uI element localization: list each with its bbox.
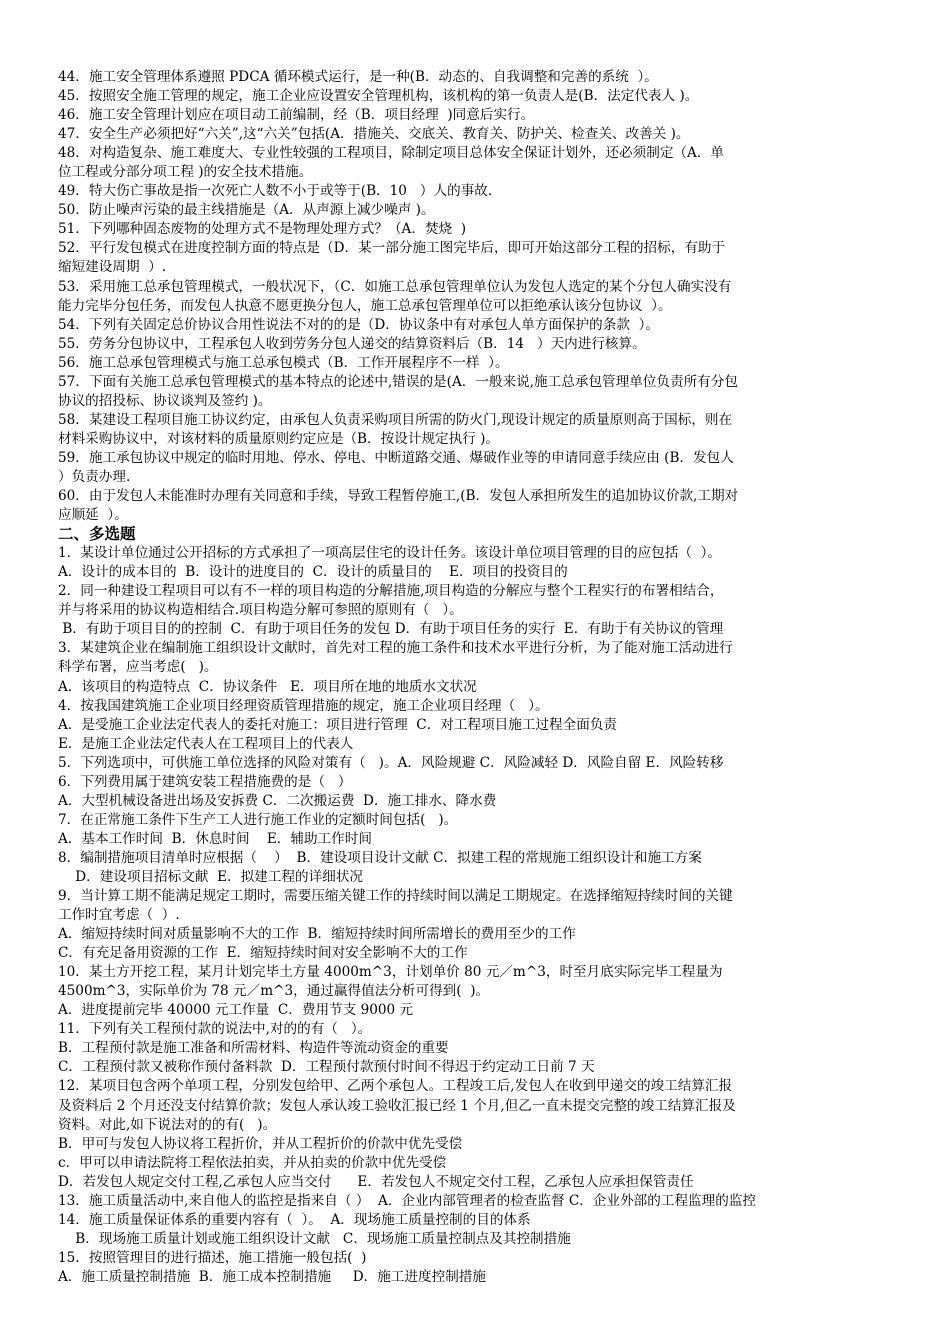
text-line: 8．编制措施项目清单时应根据（ ） B．建设项目设计文献 C．拟建工程的常规施工组织设计和施工方案 [58, 849, 702, 866]
text-line: 55．劳务分包协议中，工程承包人收到劳务分包人递交的结算资料后（B．14 ）天内进行核算。 [58, 335, 646, 352]
text-line: 并与将采用的协议构造相结合.项目构造分解可参照的原则有（ ）。 [58, 602, 463, 619]
text-line: 56．施工总承包管理模式与施工总承包模式（B．工作开展程序不一样 ）。 [58, 354, 509, 371]
text-line: 12．某项目包含两个单项工程，分别发包给甲、乙两个承包人。工程竣工后,发包人在收到甲递交的竣工结算汇报 [58, 1078, 733, 1095]
text-line: 52．平行发包模式在进度控制方面的特点是（D．某一部分施工图完毕后，即可开始这部分工程的招标，有助于 [58, 240, 726, 257]
text-line: 协议的招投标、协议谈判及签约 )。 [58, 392, 272, 409]
text-line: D．建设项目招标文献 E．拟建工程的详细状况 [58, 868, 364, 885]
text-line: 及资料后 2 个月还没支付结算价款；发包人承认竣工验收汇报已经 1 个月,但乙一直未提交完整的竣工结算汇报及 [58, 1097, 736, 1114]
text-line: 7．在正常施工条件下生产工人进行施工作业的定额时间包括( )。 [58, 811, 458, 828]
text-line: 54．下列有关固定总价协议合用性说法不对的的是（D．协议条中有对承包人单方面保护的条款 ）。 [58, 316, 659, 333]
text-line: 工作时宜考虑（ ）. [58, 907, 180, 924]
text-line: 缩短建设周期 ）. [58, 259, 167, 276]
text-line: 9．当计算工期不能满足规定工期时，需要压缩关键工作的持续时间以满足工期规定。在选择缩短持续时间的关键 [58, 888, 733, 905]
text-line: 1．某设计单位通过公开招标的方式承担了一项高层住宅的设计任务。该设计单位项目管理的目的应包括（ ）。 [58, 545, 721, 562]
text-line: C．有充足备用资源的工作 E．缩短持续时间对安全影响不大的工作 [58, 945, 468, 962]
text-line: 13．施工质量活动中,来自他人的监控是指来自（ ） A．企业内部管理者的检查监督 C．企业外部的工程监理的监控 [58, 1192, 757, 1209]
text-line: 51．下列哪种固态废物的处理方式不是物理处理方式？（A．焚烧 ) [58, 221, 467, 238]
text-line: B．工程预付款是施工准备和所需材料、构造件等流动资金的重要 [58, 1040, 449, 1057]
text-line: 应顺延 ）。 [58, 507, 128, 524]
text-line: A．是受施工企业法定代表人的委托对施工：项目进行管理 C．对工程项目施工过程全面负责 [58, 716, 618, 733]
text-line: B．有助于项目目的的控制 C．有助于项目任务的发包 D．有助于项目任务的实行 E．有助于有关协议的管理 [58, 621, 724, 638]
text-line: 14．施工质量保证体系的重要内容有（ ）。 A．现场施工质量控制的目的体系 [58, 1211, 531, 1228]
text-line: ）负责办理. [58, 468, 131, 485]
text-line: 48．对构造复杂、施工难度大、专业性较强的工程项目，除制定项目总体安全保证计划外，还必须制定（A．单 [58, 145, 725, 162]
text-line: 2．同一种建设工程项目可以有不一样的项目构造的分解措施,项目构造的分解应与整个工程实行的布署相结合， [58, 583, 724, 600]
text-line: 11．下列有关工程预付款的说法中,对的的有（ ）。 [58, 1021, 372, 1038]
text-line: B．甲可与发包人协议将工程折价，并从工程折价的价款中优先受偿 [58, 1135, 463, 1152]
text-line: A．缩短持续时间对质量影响不大的工作 B．缩短持续时间所需增长的费用至少的工作 [58, 926, 576, 943]
text-line: 47．安全生产必须把好“六关”,这“六关”包括(A．措施关、交底关、教育关、防护关、检查关、改善关 )。 [58, 126, 690, 143]
text-line: 5．下列选项中，可供施工单位选择的风险对策有（ )。A．风险规避 C．风险减轻 D．风险自留 E．风险转移 [58, 754, 724, 771]
text-line: 位工程或分部分项工程 )的安全技术措施。 [58, 164, 313, 181]
text-line: E．是施工企业法定代表人在工程项目上的代表人 [58, 735, 354, 752]
text-line: 60．由于发包人未能准时办理有关同意和手续，导致工程暂停施工,(B．发包人承担所发生的追加协议价款,工期对 [58, 488, 739, 505]
text-line: 44．施工安全管理体系遵照 PDCA 循环模式运行，是一种(B．动态的、自我调整和完善的系统 ）。 [58, 69, 658, 85]
text-line: 能力完毕分包任务，而发包人执意不愿更换分包人，施工总承包管理单位可以拒绝承认该分包协议 ）。 [58, 297, 672, 314]
text-line: A．进度提前完毕 40000 元工作量 C．费用节支 9000 元 [58, 1002, 414, 1019]
text-line: 3．某建筑企业在编制施工组织设计文献时，首先对工程的施工条件和技术水平进行分析，为了能对施工活动进行 [58, 640, 733, 657]
text-line: A．大型机械设备进出场及安拆费 C．二次搬运费 D．施工排水、降水费 [58, 792, 497, 809]
text-line: c．甲可以申请法院将工程依法拍卖，并从拍卖的价款中优先受偿 [58, 1154, 447, 1171]
text-line: 49．特大伤亡事故是指一次死亡人数不小于或等于(B．10 ）人的事故. [58, 183, 493, 200]
text-line: 资料。对此,如下说法对的的有( )。 [58, 1116, 277, 1133]
text-line: 材料采购协议中，对该材料的质量原则约定应是（B．按设计规定执行 )。 [58, 430, 500, 447]
text-line: A．施工质量控制措施 B．施工成本控制措施 D．施工进度控制措施 [58, 1268, 486, 1285]
text-line: 46．施工安全管理计划应在项目动工前编制，经（B．项目经理 )同意后实行。 [58, 107, 535, 124]
text-line: 59．施工承包协议中规定的临时用地、停水、停电、中断道路交通、爆破作业等的申请同意手续应由 (B．发包人 [58, 449, 734, 466]
text-line: D．若发包人规定交付工程,乙承包人应当交付 E．若发包人不规定交付工程，乙承包人应承担保管责任 [58, 1173, 694, 1190]
text-line: 4．按我国建筑施工企业项目经理资质管理措施的规定，施工企业项目经理（ ）。 [58, 697, 549, 714]
text-line: 53．采用施工总承包管理模式，一般状况下，（C．如施工总承包管理单位认为发包人选定的某个分包人确实没有 [58, 278, 732, 295]
text-line: 50．防止噪声污染的最主线措施是（A．从声源上减少噪声 )。 [58, 202, 435, 219]
text-line: 58．某建设工程项目施工协议约定，由承包人负责采购项目所需的防火门,现设计规定的质量原则高于国标，则在 [58, 411, 733, 428]
text-line: 10．某土方开挖工程，某月计划完毕土方量 4000m^3，计划单价 80 元／m^3，时至月底实际完毕工程量为 [58, 964, 723, 981]
text-line: C．工程预付款又被称作预付备料款 D．工程预付款预付时间不得迟于约定动工日前 7 天 [58, 1059, 595, 1076]
text-line: 6．下列费用属于建筑安装工程措施费的是（ ） [58, 773, 352, 790]
text-line: 57．下面有关施工总承包管理模式的基本特点的论述中,错误的是(A．一般来说,施工总承包管理单位负责所有分包 [58, 373, 738, 390]
text-line: 科学布署，应当考虑( )。 [58, 659, 218, 676]
text-line: A．基本工作时间 B．休息时间 E．辅助工作时间 [58, 830, 372, 847]
text-line: 4500m^3，实际单价为 78 元／m^3，通过赢得值法分析可得到( )。 [58, 983, 490, 1000]
text-line: 15．按照管理目的进行描述，施工措施一般包括( ) [58, 1249, 367, 1266]
text-line: 45．按照安全施工管理的规定，施工企业应设置安全管理机构，该机构的第一负责人是(B．法定代表人 )。 [58, 88, 699, 105]
text-line: A．设计的成本目的 B．设计的进度目的 C．设计的质量目的 E．项目的投资目的 [58, 564, 568, 581]
text-line: B．现场施工质量计划或施工组织设计文献 C．现场施工质量控制点及其控制措施 [58, 1230, 571, 1247]
text-line: A．该项目的构造特点 C．协议条件 E．项目所在地的地质水文状况 [58, 678, 477, 695]
section-heading: 二、多选题 [58, 525, 136, 544]
